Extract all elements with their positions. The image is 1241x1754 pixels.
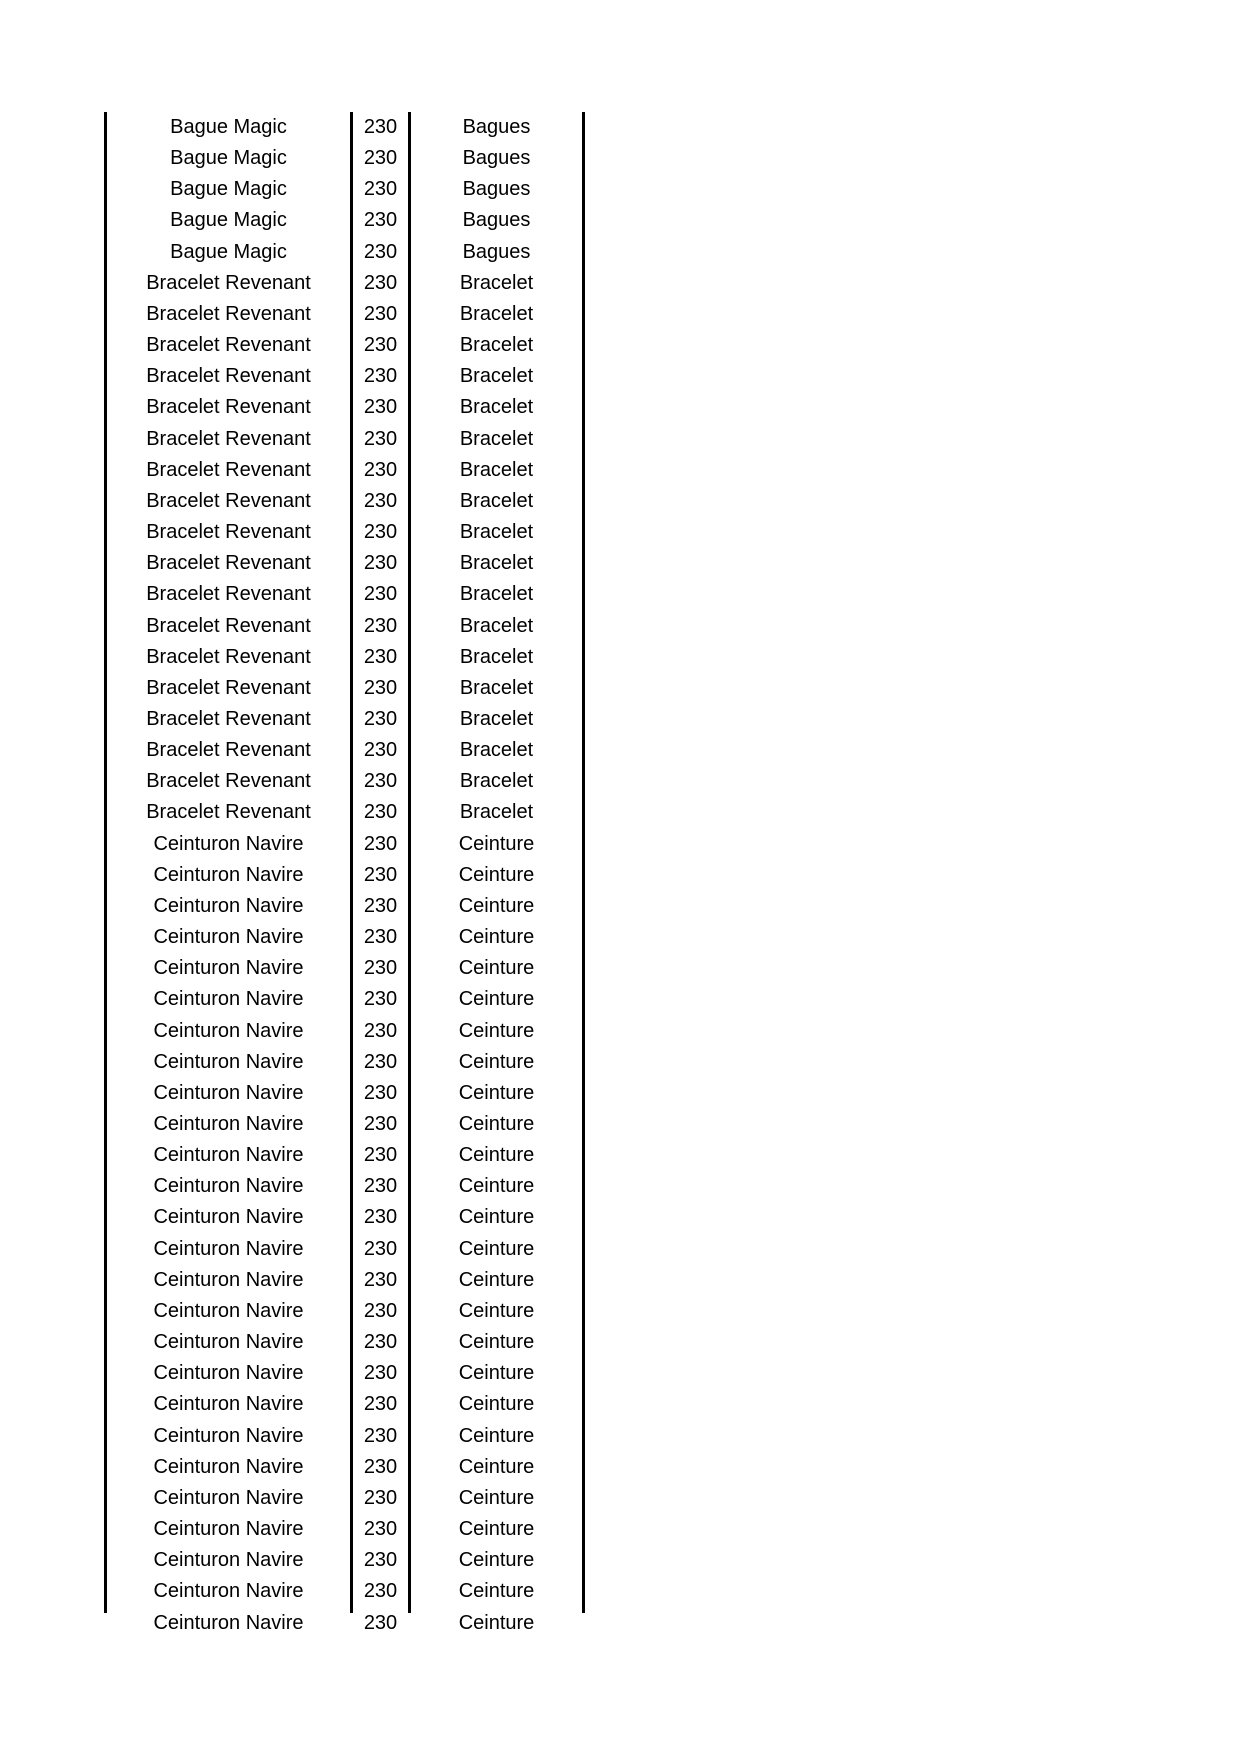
price-cell: 230 (363, 894, 398, 917)
price-cell: 230 (363, 271, 398, 294)
product-name-cell: Ceinturon Navire (153, 1580, 304, 1603)
category-cell: Ceinture (458, 1081, 535, 1104)
table-row (107, 1016, 585, 1047)
table-row (107, 299, 585, 330)
price-cell: 230 (363, 1580, 398, 1603)
table-row (107, 1327, 585, 1358)
product-name-cell: Ceinturon Navire (153, 1331, 304, 1354)
category-cell: Bracelet (459, 583, 534, 606)
price-cell: 230 (363, 1549, 398, 1572)
price-cell: 230 (363, 988, 398, 1011)
product-name-cell: Bague Magic (170, 147, 287, 170)
price-cell: 230 (363, 1393, 398, 1416)
price-cell: 230 (363, 739, 398, 762)
table-row (107, 797, 585, 828)
table-row (107, 1421, 585, 1452)
product-name-cell: Ceinturon Navire (153, 1455, 304, 1478)
product-name-cell: Bracelet Revenant (146, 552, 311, 575)
price-cell: 230 (363, 1237, 398, 1260)
table-row (107, 1358, 585, 1389)
table-row (107, 1047, 585, 1078)
table-row (107, 237, 585, 268)
product-name-cell: Ceinturon Navire (153, 1268, 304, 1291)
price-cell: 230 (363, 583, 398, 606)
category-cell: Ceinture (458, 988, 535, 1011)
product-name-cell: Ceinturon Navire (153, 1362, 304, 1385)
product-name-cell: Ceinturon Navire (153, 1549, 304, 1572)
category-cell: Bagues (462, 147, 531, 170)
table-row (107, 330, 585, 361)
price-cell: 230 (363, 209, 398, 232)
table-row (107, 1296, 585, 1327)
table-row (107, 1109, 585, 1140)
product-name-cell: Ceinturon Navire (153, 1050, 304, 1073)
product-name-cell: Bracelet Revenant (146, 365, 311, 388)
table-row (107, 1545, 585, 1576)
category-cell: Ceinture (458, 1144, 535, 1167)
price-cell: 230 (363, 1611, 398, 1634)
table-row (107, 984, 585, 1015)
table-row (107, 1234, 585, 1265)
price-cell: 230 (363, 832, 398, 855)
product-name-cell: Bague Magic (170, 209, 287, 232)
category-cell: Ceinture (458, 1486, 535, 1509)
product-name-cell: Ceinturon Navire (153, 1081, 304, 1104)
price-cell: 230 (363, 863, 398, 886)
table-row (107, 424, 585, 455)
product-name-cell: Bracelet Revenant (146, 458, 311, 481)
price-cell: 230 (363, 302, 398, 325)
product-name-cell: Ceinturon Navire (153, 832, 304, 855)
price-cell: 230 (363, 1362, 398, 1385)
price-cell: 230 (363, 801, 398, 824)
price-cell: 230 (363, 147, 398, 170)
price-cell: 230 (363, 521, 398, 544)
table-row (107, 1078, 585, 1109)
category-cell: Bracelet (459, 489, 534, 512)
spreadsheet-page (104, 112, 588, 1634)
table-row (107, 891, 585, 922)
category-cell: Ceinture (458, 1237, 535, 1260)
table-row (107, 1483, 585, 1514)
table-row (107, 174, 585, 205)
table-row (107, 1608, 585, 1639)
table-row (107, 1514, 585, 1545)
table-row (107, 1452, 585, 1483)
price-cell: 230 (363, 1486, 398, 1509)
product-name-cell: Bracelet Revenant (146, 801, 311, 824)
product-name-cell: Bague Magic (170, 178, 287, 201)
product-name-cell: Ceinturon Navire (153, 926, 304, 949)
price-cell: 230 (363, 1144, 398, 1167)
category-cell: Ceinture (458, 1393, 535, 1416)
table-row (107, 704, 585, 735)
table-row (107, 860, 585, 891)
price-cell: 230 (363, 957, 398, 980)
product-name-cell: Bracelet Revenant (146, 521, 311, 544)
product-name-cell: Ceinturon Navire (153, 1144, 304, 1167)
table-row (107, 548, 585, 579)
price-cell: 230 (363, 240, 398, 263)
table-row (107, 1389, 585, 1420)
category-cell: Ceinture (458, 1206, 535, 1229)
price-cell: 230 (363, 1424, 398, 1447)
category-cell: Bracelet (459, 396, 534, 419)
price-cell: 230 (363, 178, 398, 201)
price-cell: 230 (363, 116, 398, 138)
product-name-cell: Ceinturon Navire (153, 957, 304, 980)
table-row (107, 1140, 585, 1171)
category-cell: Bracelet (459, 302, 534, 325)
category-cell: Ceinture (458, 1455, 535, 1478)
table-row (107, 205, 585, 236)
category-cell: Bracelet (459, 614, 534, 637)
category-cell: Ceinture (458, 926, 535, 949)
table-row (107, 517, 585, 548)
product-name-cell: Ceinturon Navire (153, 1611, 304, 1634)
table-row (107, 922, 585, 953)
category-cell: Ceinture (458, 832, 535, 855)
price-cell: 230 (363, 427, 398, 450)
product-name-cell: Bracelet Revenant (146, 707, 311, 730)
table-row (107, 268, 585, 299)
price-cell: 230 (363, 552, 398, 575)
product-name-cell: Bracelet Revenant (146, 302, 311, 325)
table-row (107, 953, 585, 984)
table-row (107, 392, 585, 423)
category-cell: Ceinture (458, 1268, 535, 1291)
price-cell: 230 (363, 489, 398, 512)
table-row (107, 455, 585, 486)
category-cell: Ceinture (458, 1050, 535, 1073)
table-row (107, 112, 585, 143)
category-cell: Bracelet (459, 676, 534, 699)
category-cell: Ceinture (458, 1113, 535, 1135)
category-cell: Ceinture (458, 1362, 535, 1385)
product-name-cell: Bracelet Revenant (146, 271, 311, 294)
product-name-cell: Bracelet Revenant (146, 614, 311, 637)
table-row (107, 829, 585, 860)
product-name-cell: Bracelet Revenant (146, 645, 311, 668)
product-name-cell: Ceinturon Navire (153, 1019, 304, 1042)
table-row (107, 642, 585, 673)
product-name-cell: Ceinturon Navire (153, 894, 304, 917)
product-name-cell: Bracelet Revenant (146, 583, 311, 606)
category-cell: Bracelet (459, 427, 534, 450)
category-cell: Bracelet (459, 458, 534, 481)
category-cell: Ceinture (458, 1424, 535, 1447)
category-cell: Bracelet (459, 739, 534, 762)
price-cell: 230 (363, 1331, 398, 1354)
price-cell: 230 (363, 645, 398, 668)
price-cell: 230 (363, 770, 398, 793)
price-cell: 230 (363, 614, 398, 637)
category-cell: Ceinture (458, 957, 535, 980)
category-cell: Ceinture (458, 1518, 535, 1541)
category-cell: Bracelet (459, 770, 534, 793)
table-row (107, 673, 585, 704)
category-cell: Bracelet (459, 271, 534, 294)
product-name-cell: Bague Magic (170, 116, 287, 138)
category-cell: Bagues (462, 116, 531, 138)
table-row (107, 486, 585, 517)
product-name-cell: Bracelet Revenant (146, 739, 311, 762)
category-cell: Bracelet (459, 521, 534, 544)
category-cell: Bracelet (459, 645, 534, 668)
price-cell: 230 (363, 1455, 398, 1478)
category-cell: Bagues (462, 178, 531, 201)
product-name-cell: Bague Magic (170, 240, 287, 263)
product-name-cell: Bracelet Revenant (146, 489, 311, 512)
product-name-cell: Ceinturon Navire (153, 1206, 304, 1229)
price-cell: 230 (363, 1113, 398, 1135)
price-cell: 230 (363, 365, 398, 388)
category-cell: Ceinture (458, 1331, 535, 1354)
product-name-cell: Ceinturon Navire (153, 1393, 304, 1416)
category-cell: Ceinture (458, 1019, 535, 1042)
category-cell: Ceinture (458, 894, 535, 917)
price-cell: 230 (363, 1299, 398, 1322)
category-cell: Ceinture (458, 1580, 535, 1603)
product-name-cell: Ceinturon Navire (153, 1299, 304, 1322)
category-cell: Bracelet (459, 365, 534, 388)
price-cell: 230 (363, 707, 398, 730)
product-name-cell: Bracelet Revenant (146, 334, 311, 357)
category-cell: Bagues (462, 209, 531, 232)
table-row (107, 766, 585, 797)
category-cell: Bracelet (459, 552, 534, 575)
category-cell: Ceinture (458, 1299, 535, 1322)
price-cell: 230 (363, 1050, 398, 1073)
price-cell: 230 (363, 1268, 398, 1291)
table-row (107, 1171, 585, 1202)
table-row (107, 579, 585, 610)
price-cell: 230 (363, 1081, 398, 1104)
price-cell: 230 (363, 334, 398, 357)
product-name-cell: Bracelet Revenant (146, 770, 311, 793)
table-row (107, 611, 585, 642)
price-cell: 230 (363, 1019, 398, 1042)
price-cell: 230 (363, 676, 398, 699)
table-row (107, 1576, 585, 1607)
product-name-cell: Ceinturon Navire (153, 1518, 304, 1541)
product-name-cell: Bracelet Revenant (146, 396, 311, 419)
table-row (107, 1202, 585, 1233)
category-cell: Ceinture (458, 1549, 535, 1572)
category-cell: Bracelet (459, 707, 534, 730)
price-cell: 230 (363, 1518, 398, 1541)
category-cell: Ceinture (458, 863, 535, 886)
product-name-cell: Ceinturon Navire (153, 1113, 304, 1135)
price-cell: 230 (363, 458, 398, 481)
category-cell: Ceinture (458, 1611, 535, 1634)
table-row (107, 143, 585, 174)
product-name-cell: Ceinturon Navire (153, 988, 304, 1011)
table-body (107, 112, 585, 1639)
product-name-cell: Ceinturon Navire (153, 1175, 304, 1198)
price-cell: 230 (363, 1206, 398, 1229)
category-cell: Ceinture (458, 1175, 535, 1198)
product-name-cell: Ceinturon Navire (153, 1486, 304, 1509)
product-name-cell: Ceinturon Navire (153, 1237, 304, 1260)
category-cell: Bracelet (459, 801, 534, 824)
category-cell: Bagues (462, 240, 531, 263)
price-cell: 230 (363, 1175, 398, 1198)
price-cell: 230 (363, 926, 398, 949)
product-name-cell: Bracelet Revenant (146, 427, 311, 450)
table-row (107, 1265, 585, 1296)
product-name-cell: Ceinturon Navire (153, 863, 304, 886)
product-name-cell: Ceinturon Navire (153, 1424, 304, 1447)
category-cell: Bracelet (459, 334, 534, 357)
product-name-cell: Bracelet Revenant (146, 676, 311, 699)
table-row (107, 361, 585, 392)
price-cell: 230 (363, 396, 398, 419)
table-row (107, 735, 585, 766)
